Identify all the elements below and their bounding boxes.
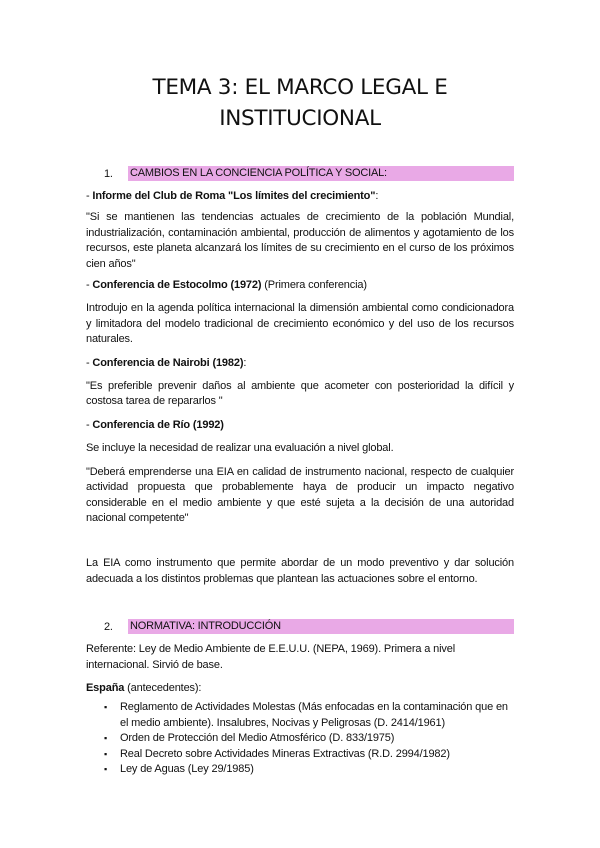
- section-2-heading: [86, 619, 514, 634]
- section-1-number: 1.: [104, 167, 113, 180]
- section-2-number: 2.: [104, 620, 113, 633]
- estocolmo-heading: - Conferencia de Estocolmo (1972) (Primera conferencia): [86, 279, 367, 292]
- rio-quote: "Deberá emprenderse una EIA en calidad de instrumento nacional, respecto de cualquier actividad propuesta que probablemente haya de producir un impacto negativo considerable en el medio ambiente y que esté sujeta a la decisión de una autoridad nacional competente": [86, 465, 514, 524]
- title-line-2: INSTITUCIONAL: [219, 106, 381, 131]
- rio-text: Se incluye la necesidad de realizar una evaluación a nivel global.: [86, 442, 394, 455]
- list-item: ▪ Reglamento de Actividades Molestas (Más enfocadas en la contaminación que en el medio ambiente). Insalubres, Nocivas y Peligrosas (D. 2414/1961): [120, 700, 514, 731]
- antecedentes-list: [86, 700, 514, 777]
- title-line-1: TEMA 3: EL MARCO LEGAL E: [152, 75, 448, 100]
- estocolmo-text: Introdujo en la agenda política internacional la dimensión ambiental como condicionadora y limitadora del modelo tradicional de crecimiento económico y del uso de los recursos naturales.: [86, 302, 514, 346]
- club-roma-quote: "Si se mantienen las tendencias actuales de crecimiento de la población Mundial, industrialización, contaminación ambiental, producción de alimentos y agotamiento de los recursos, este planeta alcanzará los límites de su crecimiento en el curso de los próximos cien años": [86, 211, 514, 270]
- club-roma-title: Informe del Club de Roma "Los límites del crecimiento": [92, 190, 376, 202]
- club-roma-heading: - Informe del Club de Roma "Los límites del crecimiento":: [86, 190, 379, 202]
- document-title: [86, 0, 514, 134]
- rio-heading: - Conferencia de Río (1992): [86, 418, 224, 431]
- espana-title: España: [86, 681, 125, 694]
- eia-text: La EIA como instrumento que permite abordar de un modo preventivo y dar solución adecuada a los distintos problemas que plantean las actuaciones sobre el entorno.: [86, 557, 514, 585]
- referente-text: Referente: Ley de Medio Ambiente de E.E.U.U. (NEPA, 1969). Primera a nivel internacional. Sirvió de base.: [86, 643, 455, 671]
- list-item: ▪ Orden de Protección del Medio Atmosférico (D. 833/1975): [120, 731, 514, 746]
- nairobi-heading: - Conferencia de Nairobi (1982):: [86, 356, 247, 369]
- list-item: ▪ Real Decreto sobre Actividades Mineras Extractivas (R.D. 2994/1982): [120, 747, 514, 762]
- section-1-heading: [86, 166, 514, 181]
- rio-title: Conferencia de Río (1992): [92, 418, 224, 431]
- estocolmo-title: Conferencia de Estocolmo (1972): [92, 279, 262, 292]
- section-1-title: CAMBIOS EN LA CONCIENCIA POLÍTICA Y SOCIAL:: [128, 166, 514, 181]
- section-2-title: NORMATIVA: INTRODUCCIÓN: [128, 619, 514, 634]
- espana-heading: España (antecedentes):: [86, 681, 202, 694]
- nairobi-quote: "Es preferible prevenir daños al ambiente que acometer con posterioridad la difícil y costosa tarea de repararlos ": [86, 380, 514, 408]
- nairobi-title: Conferencia de Nairobi (1982): [92, 356, 244, 369]
- list-item: ▪ Ley de Aguas (Ley 29/1985): [120, 762, 514, 777]
